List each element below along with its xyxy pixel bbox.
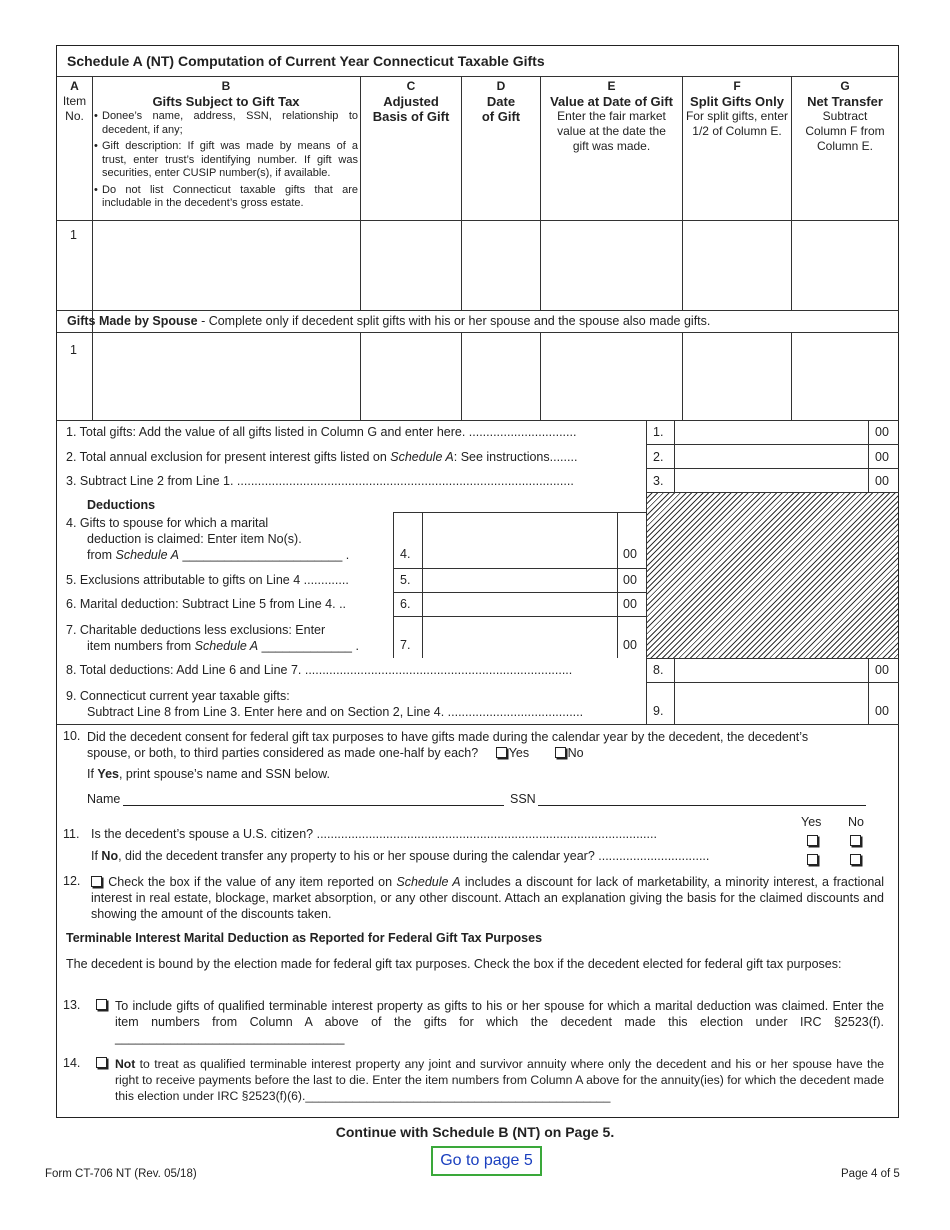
schedule-title: Schedule A (NT) Computation of Current Year Connecticut Taxable Gifts bbox=[67, 53, 545, 69]
column-b-header: B Gifts Subject to Gift Tax • Donee’s name, address, SSN, relationship to decedent, if any; • Gift description: If gift was made by means of a trust, enter trust’s identifying number. If gift was securities, enter CUSIP number(s), if available. • Do not list Connecticut taxable gifts that are includable in the decedent’s gross estate. bbox=[94, 79, 358, 209]
line-number: 3. bbox=[653, 474, 664, 488]
terminable-interest-heading: Terminable Interest Marital Deduction as Reported for Federal Gift Tax Purposes bbox=[66, 931, 543, 945]
spouse-gifts-note: Gifts Made by Spouse - Complete only if decedent split gifts with his or her spouse and the spouse also made gifts. bbox=[67, 314, 711, 328]
cents-label: 00 bbox=[875, 450, 889, 464]
checkbox-icon bbox=[96, 1057, 107, 1068]
line-number: 9. bbox=[653, 704, 664, 718]
line-6-amount-input[interactable] bbox=[423, 593, 617, 616]
q10-if-yes-text: If Yes, print spouse’s name and SSN below. bbox=[87, 767, 330, 781]
shaded-area bbox=[647, 493, 898, 658]
line-number: 8. bbox=[653, 663, 664, 677]
line-5-label: 5. Exclusions attributable to gifts on Line 4 ............. bbox=[66, 573, 349, 587]
q10-no-checkbox[interactable]: No bbox=[555, 746, 584, 760]
spouse-adjusted-basis-input[interactable] bbox=[361, 333, 461, 420]
column-a-header: A Item No. bbox=[62, 79, 87, 123]
line-9-label: 9. Connecticut current year taxable gifts: Subtract Line 8 from Line 3. Enter here and on Section 2, Line 4. ....................................... bbox=[66, 689, 584, 719]
deductions-heading: Deductions bbox=[87, 498, 156, 512]
row-item-number: 1 bbox=[70, 343, 77, 357]
line-number: 2. bbox=[653, 450, 664, 464]
q11-transfer-no-checkbox[interactable] bbox=[850, 853, 863, 867]
spouse-split-gifts-input[interactable] bbox=[683, 333, 791, 420]
line-1-amount-input[interactable] bbox=[675, 421, 868, 444]
checkbox-icon bbox=[555, 747, 566, 758]
line-3-label: 3. Subtract Line 2 from Line 1. ................................................................................................. bbox=[66, 474, 574, 488]
column-d-header: D Date of Gift bbox=[481, 79, 521, 124]
question-12-text: Check the box if the value of any item reported on Schedule A includes a discount for lack of marketability, a minority interest, a fractional interest in real estate, blockage, market absorption, or any other discount. Attach an explanation giving the basis for the claimed discounts and showing the amount of the discounts taken. bbox=[91, 875, 884, 921]
checkbox-icon bbox=[807, 835, 818, 846]
line-7-label: 7. Charitable deductions less exclusions: Enter item numbers from Schedule A _____________ . bbox=[66, 623, 359, 653]
q12-discount-checkbox[interactable] bbox=[91, 876, 102, 887]
go-to-page-5-button[interactable]: Go to page 5 bbox=[431, 1146, 542, 1176]
column-g-header: G Net Transfer Subtract Column F from Column E. bbox=[805, 79, 885, 153]
spouse-gift-description-input[interactable] bbox=[93, 333, 360, 420]
cents-label: 00 bbox=[875, 663, 889, 677]
checkbox-icon bbox=[496, 747, 507, 758]
line-2-amount-input[interactable] bbox=[675, 445, 868, 468]
gift-description-input[interactable] bbox=[93, 221, 360, 310]
spouse-net-transfer-input[interactable] bbox=[792, 333, 898, 420]
checkbox-icon bbox=[96, 999, 107, 1010]
line-number: 7. bbox=[400, 638, 411, 652]
q14-checkbox[interactable] bbox=[96, 1056, 109, 1070]
line-number: 4. bbox=[400, 547, 411, 561]
date-of-gift-input[interactable] bbox=[462, 221, 540, 310]
spouse-name-input[interactable] bbox=[123, 805, 504, 806]
line-number: 1. bbox=[653, 425, 664, 439]
question-13-text: To include gifts of qualified terminable interest property as gifts to his or her spouse for which a marital deduction was claimed. Enter the item numbers from Column A above of the gifts for which the decedent made this election under IRC §2523(f). _________________________________ bbox=[115, 999, 884, 1045]
column-c-header: C Adjusted Basis of Gift bbox=[372, 79, 450, 124]
line-6-label: 6. Marital deduction: Subtract Line 5 from Line 4. .. bbox=[66, 597, 347, 611]
value-at-date-input[interactable] bbox=[541, 221, 682, 310]
column-b-bullet: • Gift description: If gift was made by means of a trust, enter trust’s identifying number. If gift was securities, enter CUSIP number(s), if available. bbox=[94, 140, 358, 179]
question-11-followup-text: If No, did the decedent transfer any property to his or her spouse during the calendar year? ................................ bbox=[91, 849, 710, 863]
cents-label: 00 bbox=[623, 547, 637, 561]
line-9-amount-input[interactable] bbox=[675, 683, 868, 724]
column-f-header: F Split Gifts Only For split gifts, enter 1/2 of Column E. bbox=[685, 79, 789, 138]
question-11-text: Is the decedent’s spouse a U.S. citizen? .................................................................................................. bbox=[91, 827, 657, 841]
line-3-amount-input[interactable] bbox=[675, 469, 868, 492]
checkbox-icon bbox=[850, 835, 861, 846]
checkbox-icon bbox=[850, 854, 861, 865]
row-item-number: 1 bbox=[70, 228, 77, 242]
line-5-amount-input[interactable] bbox=[423, 569, 617, 592]
q13-checkbox[interactable] bbox=[96, 998, 109, 1012]
spouse-ssn-input[interactable] bbox=[538, 805, 866, 806]
cents-label: 00 bbox=[623, 638, 637, 652]
spouse-ssn-label: SSN bbox=[510, 792, 536, 806]
cents-label: 00 bbox=[623, 597, 637, 611]
net-transfer-input[interactable] bbox=[792, 221, 898, 310]
q10-yes-checkbox[interactable]: Yes bbox=[496, 746, 529, 760]
question-12-number: 12. bbox=[63, 874, 81, 888]
spouse-date-of-gift-input[interactable] bbox=[462, 333, 540, 420]
line-2-label: 2. Total annual exclusion for present interest gifts listed on Schedule A: See instructions........ bbox=[66, 450, 578, 464]
cents-label: 00 bbox=[875, 425, 889, 439]
split-gifts-input[interactable] bbox=[683, 221, 791, 310]
q11-citizen-no-checkbox[interactable] bbox=[850, 834, 863, 848]
question-13-number: 13. bbox=[63, 998, 81, 1012]
line-number: 5. bbox=[400, 573, 411, 587]
q11-transfer-yes-checkbox[interactable] bbox=[807, 853, 820, 867]
line-4-amount-input[interactable] bbox=[423, 513, 617, 568]
terminable-interest-text: The decedent is bound by the election made for federal gift tax purposes. Check the box if the decedent elected for federal gift tax purposes: bbox=[66, 957, 842, 971]
question-10-number: 10. bbox=[63, 729, 81, 743]
column-e-header: E Value at Date of Gift Enter the fair market value at the date the gift was made. bbox=[550, 79, 673, 153]
question-14-number: 14. bbox=[63, 1056, 81, 1070]
q11-no-heading: No bbox=[848, 815, 864, 829]
q11-yes-heading: Yes bbox=[801, 815, 822, 829]
form-number: Form CT-706 NT (Rev. 05/18) bbox=[45, 1168, 197, 1180]
continue-note: Continue with Schedule B (NT) on Page 5. bbox=[335, 1124, 615, 1140]
line-7-amount-input[interactable] bbox=[423, 617, 617, 658]
column-b-bullet: • Donee’s name, address, SSN, relationship to decedent, if any; bbox=[94, 110, 358, 136]
question-10-text: Did the decedent consent for federal gift tax purposes to have gifts made during the calendar year by the decedent, the decedent’s spouse, or both, to third parties considered as made one-half by each? Yes No bbox=[87, 730, 809, 760]
spouse-name-label: Name bbox=[87, 792, 121, 806]
page-number: Page 4 of 5 bbox=[841, 1168, 900, 1180]
q11-citizen-yes-checkbox[interactable] bbox=[807, 834, 820, 848]
line-8-amount-input[interactable] bbox=[675, 659, 868, 682]
spouse-value-input[interactable] bbox=[541, 333, 682, 420]
column-b-bullet: • Do not list Connecticut taxable gifts that are includable in the decedent’s gross estate. bbox=[94, 183, 358, 209]
line-8-label: 8. Total deductions: Add Line 6 and Line 7. ............................................................................. bbox=[66, 663, 573, 677]
question-11-number: 11. bbox=[63, 827, 80, 841]
adjusted-basis-input[interactable] bbox=[361, 221, 461, 310]
cents-label: 00 bbox=[875, 704, 889, 718]
line-number: 6. bbox=[400, 597, 411, 611]
cents-label: 00 bbox=[623, 573, 637, 587]
line-1-label: 1. Total gifts: Add the value of all gifts listed in Column G and enter here. ............................... bbox=[66, 425, 577, 439]
question-14-text: Not to treat as qualified terminable interest property any joint and survivor annuity where only the decedent and his or her spouse have the right to receive payments before the last to die. Enter the item numbers from Column A above for the annuity(ies) for which the decedent made this election under IRC §2523(f)(6)._____________________________________________ bbox=[115, 1057, 884, 1103]
cents-label: 00 bbox=[875, 474, 889, 488]
line-4-label: 4. Gifts to spouse for which a marital deduction is claimed: Enter item No(s). from Schedule A _______________________ . bbox=[66, 516, 350, 562]
checkbox-icon bbox=[807, 854, 818, 865]
